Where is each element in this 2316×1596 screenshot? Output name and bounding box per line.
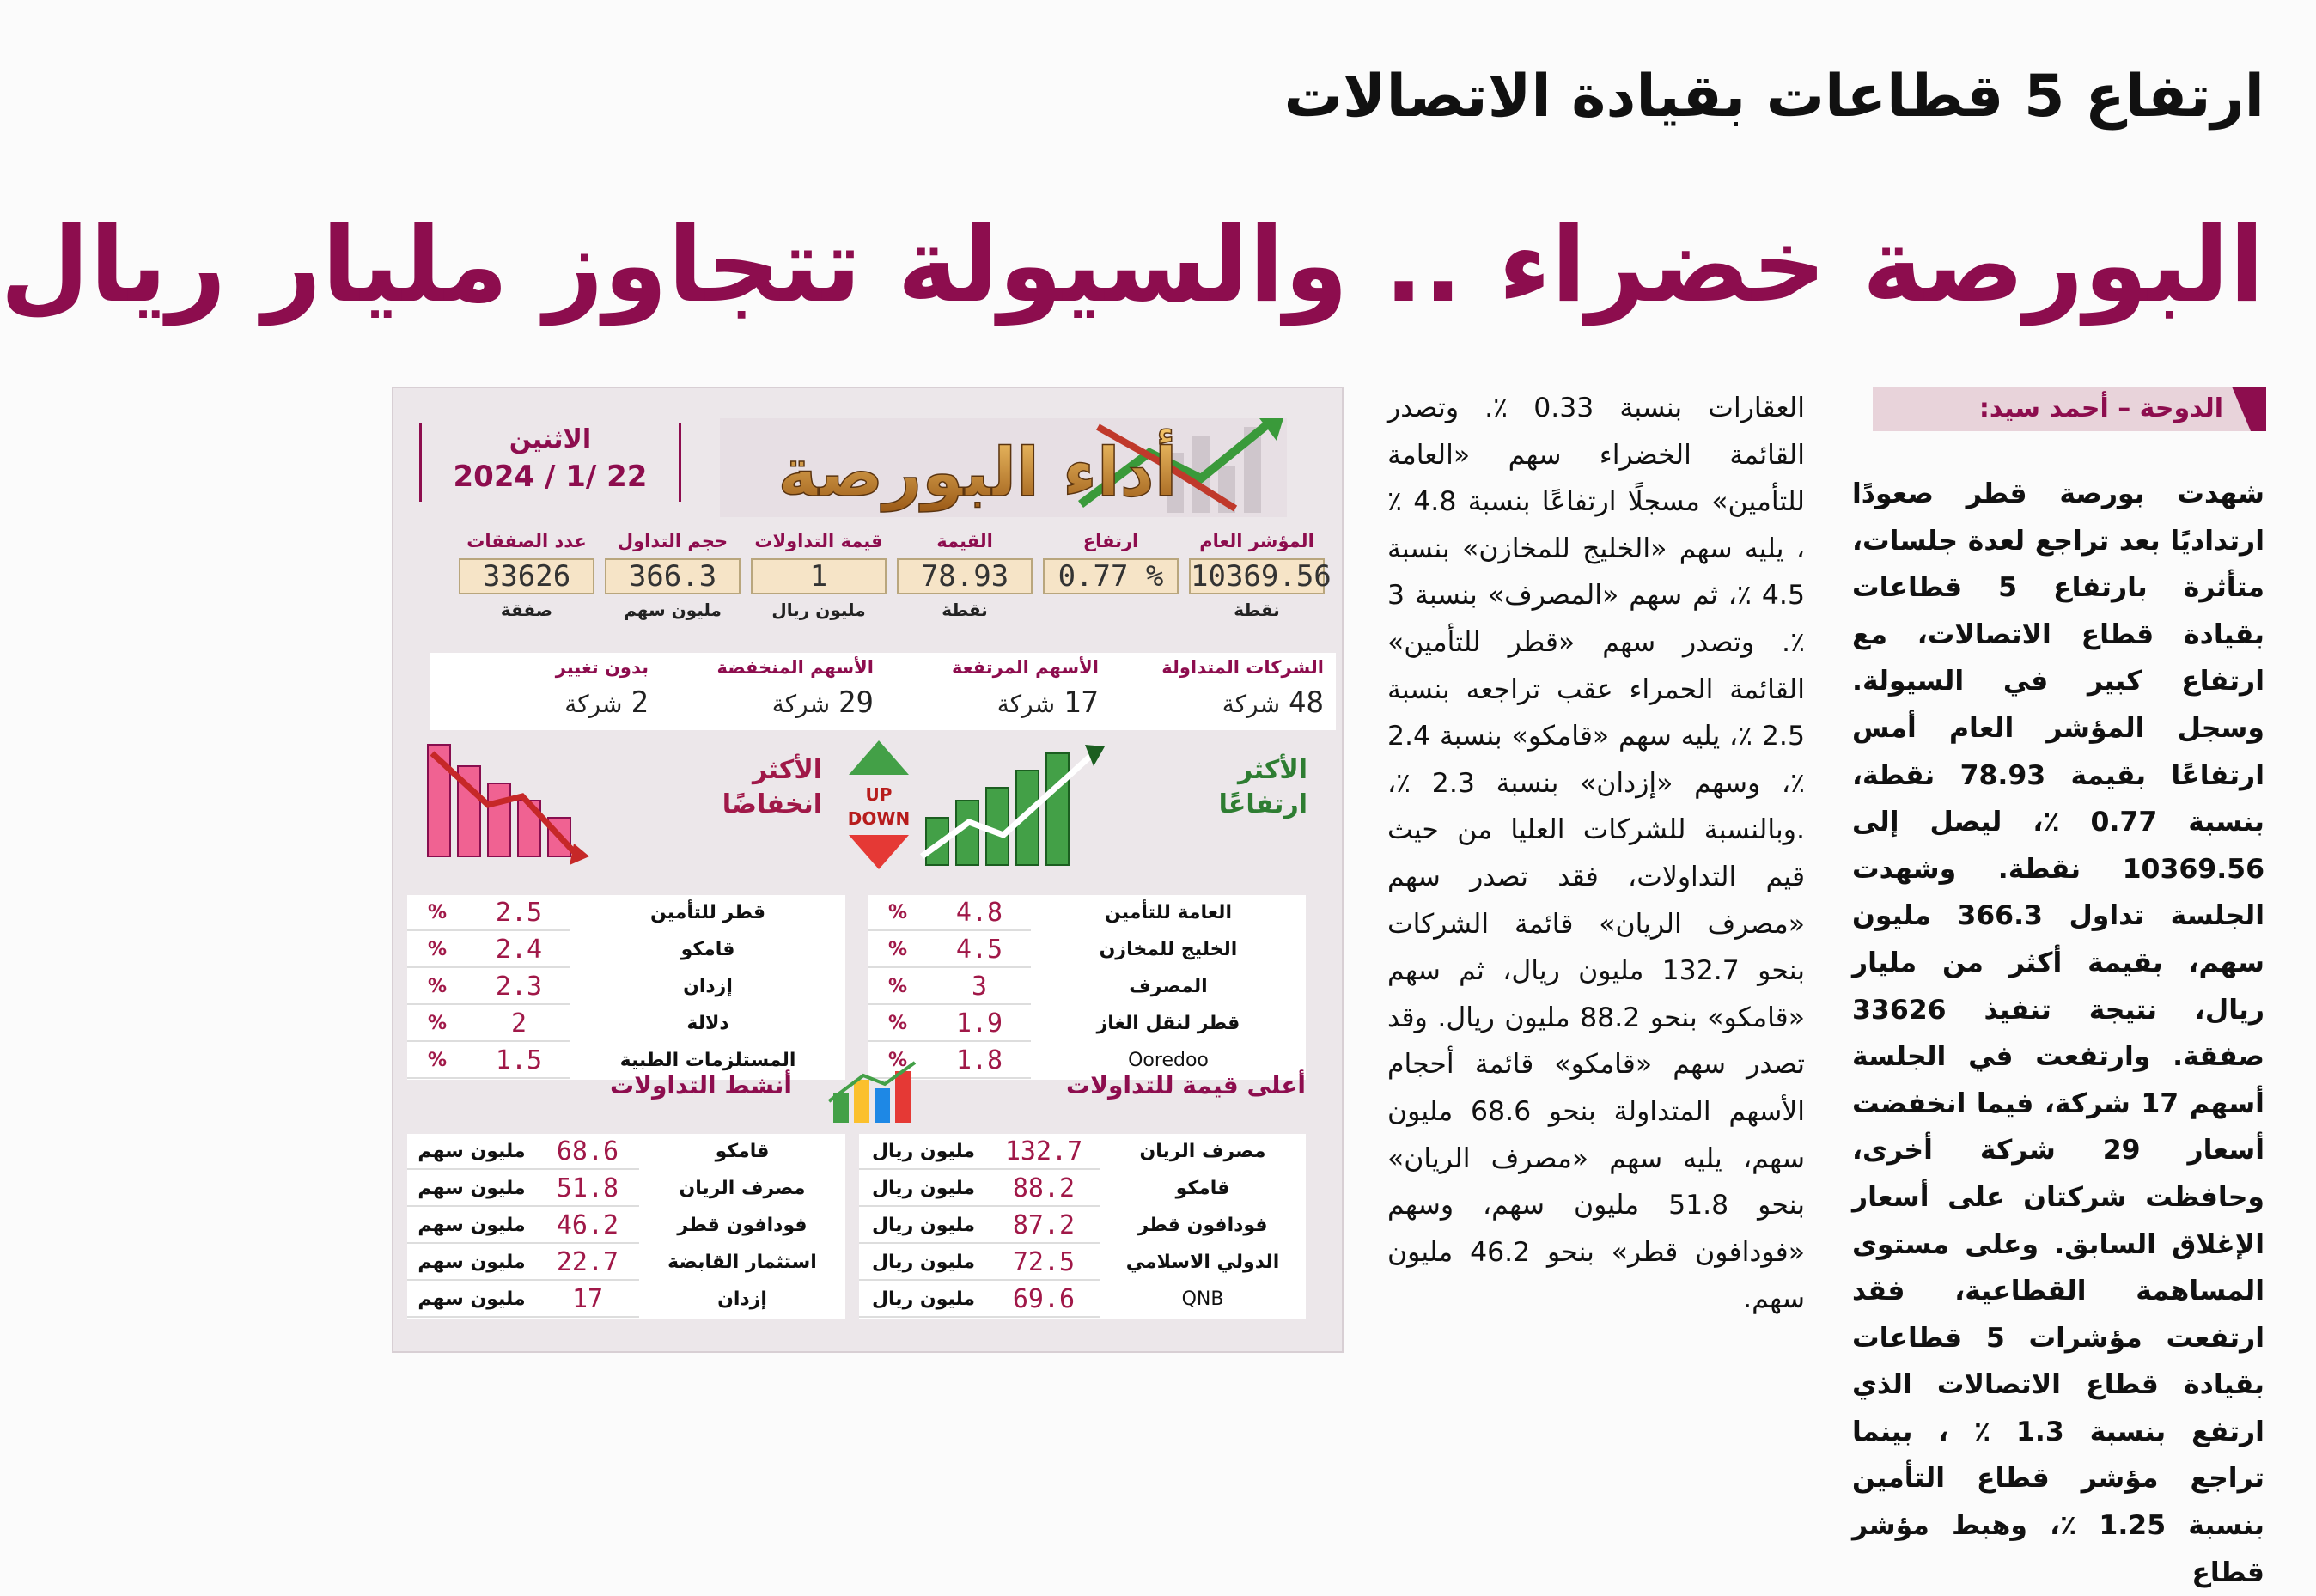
percent-sign: % xyxy=(427,976,448,997)
company-name: دلالة xyxy=(570,1006,845,1042)
metric-value: 366.3 xyxy=(605,558,741,594)
metric-value: 0.77 % xyxy=(1043,558,1179,594)
traded-volume: 22.7 xyxy=(556,1247,619,1277)
traded-value: 87.2 xyxy=(1012,1210,1076,1240)
date-day: الاثنين xyxy=(509,424,592,454)
company-name: استثمار القابضة xyxy=(639,1245,845,1281)
metric-general-index xyxy=(1184,524,1330,636)
top-value-table xyxy=(859,1134,1306,1319)
count-value: 29 xyxy=(838,685,874,720)
percent-value: 4.8 xyxy=(955,898,1003,928)
table-row xyxy=(407,1134,845,1170)
percent-sign: % xyxy=(887,1013,908,1034)
percent-value: 2.3 xyxy=(495,972,543,1002)
count-unchanged xyxy=(436,653,661,730)
table-row xyxy=(407,1245,845,1281)
falling-bars-icon xyxy=(419,736,591,869)
company-name: الدولي الاسلامي xyxy=(1100,1245,1306,1281)
unit-label: مليون ريال xyxy=(871,1215,976,1236)
company-name: Ooredoo xyxy=(1031,1043,1306,1079)
company-name: قطر لنقل الغاز xyxy=(1031,1006,1306,1042)
count-label: الأسهم المنخفضة xyxy=(716,657,874,678)
metric-unit: مليون سهم xyxy=(624,600,722,620)
company-name: إزدان xyxy=(570,969,845,1005)
count-falling xyxy=(661,653,886,730)
byline: الدوحة – أحمد سيد: xyxy=(1978,393,2223,423)
count-rising xyxy=(886,653,1111,730)
metric-value: 78.93 xyxy=(897,558,1033,594)
unit-label: مليون ريال xyxy=(871,1178,976,1199)
unit-label: مليون ريال xyxy=(871,1252,976,1273)
metric-label: حجم التداول xyxy=(617,531,728,551)
table-row xyxy=(407,969,845,1005)
traded-value: 69.6 xyxy=(1012,1284,1076,1314)
unit-label: مليون سهم xyxy=(417,1178,526,1199)
table-row xyxy=(407,895,845,931)
metric-value: 33626 xyxy=(459,558,594,594)
traded-value: 72.5 xyxy=(1012,1247,1076,1277)
table-row xyxy=(868,969,1306,1005)
metric-deals xyxy=(454,524,600,636)
bar-chart-icon xyxy=(825,1058,919,1127)
unit-label: مليون سهم xyxy=(417,1141,526,1162)
market-performance-panel xyxy=(392,387,1344,1353)
most-active-title: أنشط التداولات xyxy=(609,1071,792,1100)
brand-logo-graphic xyxy=(720,418,1287,517)
company-name: فودافون قطر xyxy=(1100,1208,1306,1244)
metric-traded-value xyxy=(746,524,892,636)
date-box xyxy=(419,423,681,502)
brand-logo-text: أداء البورصة xyxy=(777,435,1178,512)
traded-volume: 68.6 xyxy=(556,1136,619,1167)
company-name: مصرف الريان xyxy=(1100,1134,1306,1170)
company-name: قامكو xyxy=(570,932,845,968)
percent-value: 2.4 xyxy=(495,935,543,965)
metric-unit: مليون ريال xyxy=(771,600,866,620)
count-value: 2 xyxy=(631,685,649,720)
metric-label: عدد الصفقات xyxy=(466,531,587,551)
percent-value: 2.5 xyxy=(495,898,543,928)
company-name: قطر للتأمين xyxy=(570,895,845,931)
company-name: قامكو xyxy=(639,1134,845,1170)
percent-value: 4.5 xyxy=(955,935,1003,965)
date-value: 2024 / 1/ 22 xyxy=(453,460,648,494)
metric-change-percent xyxy=(1038,524,1184,636)
percent-sign: % xyxy=(887,1050,908,1071)
unit-label: مليون سهم xyxy=(417,1288,526,1310)
table-row xyxy=(407,1282,845,1318)
company-name: المستلزمات الطبية xyxy=(570,1043,845,1079)
company-name: إزدان xyxy=(639,1282,845,1318)
gainers-table xyxy=(868,895,1306,1080)
company-name: العامة للتأمين xyxy=(1031,895,1306,931)
company-name: مصرف الريان xyxy=(639,1171,845,1207)
gainers-title: الأكثر ارتفاعًا xyxy=(1218,755,1307,819)
panel-header xyxy=(393,388,1342,526)
percent-value: 3 xyxy=(971,972,988,1002)
losers-table xyxy=(407,895,845,1080)
percent-sign: % xyxy=(887,902,908,923)
table-row xyxy=(859,1134,1306,1170)
percent-sign: % xyxy=(427,939,448,960)
unit-label: مليون سهم xyxy=(417,1215,526,1236)
metric-label: المؤشر العام xyxy=(1199,531,1314,551)
unit-label: مليون ريال xyxy=(871,1141,976,1162)
count-traded xyxy=(1111,653,1336,730)
article-headline: البورصة خضراء .. والسيولة تتجاوز مليار ريال xyxy=(0,206,2264,326)
percent-value: 1.8 xyxy=(955,1045,1003,1075)
count-value: 48 xyxy=(1289,685,1324,720)
table-row xyxy=(407,1171,845,1207)
table-row xyxy=(859,1208,1306,1244)
losers-title: الأكثر انخفاضًا xyxy=(722,755,822,819)
table-row xyxy=(859,1282,1306,1318)
metric-unit: نقطة xyxy=(1234,600,1280,620)
company-name: المصرف xyxy=(1031,969,1306,1005)
count-value: 17 xyxy=(1064,685,1099,720)
table-row xyxy=(859,1171,1306,1207)
rising-bars-icon xyxy=(917,736,1106,869)
company-name: QNB xyxy=(1100,1282,1306,1318)
article-column-right: شهدت بورصة قطر صعودًا ارتداديًا بعد تراجع لعدة جلسات، متأثرة بارتفاع 5 قطاعات بقيادة قطاع الاتصالات، مع ارتفاع كبير في السيولة. وسجل المؤشر العام أمس ارتفاعًا بقيمة 78.93 نقطة، بنسبة 0.77 ٪، ليصل إلى 10369.56 نقطة. وشهدت الجلسة تداول 366.3 مليون سهم، بقيمة أكثر من مليار ريال، نتيجة تنفيذ 33626 صفقة. وارتفعت في الجلسة أسهم 17 شركة، فيما انخفضت أسعار 29 شركة أخرى، وحافظت شركتان على أسعار الإغلاق السابق. وعلى مستوى المساهمة القطاعية، فقد ارتفعت مؤشرات 5 قطاعات بقيادة قطاع الاتصالات الذي ارتفع بنسبة 1.3 ٪ ، بينما تراجع مؤشر قطاع التأمين بنسبة 1.25 ٪، وهبط مؤشر قطاع xyxy=(1852,478,2264,1588)
count-label: الأسهم المرتفعة xyxy=(952,657,1099,678)
metric-label: قيمة التداولات xyxy=(754,531,883,551)
up-down-arrows-icon xyxy=(844,740,913,869)
traded-volume: 46.2 xyxy=(556,1210,619,1240)
count-unit: شركة xyxy=(996,690,1056,718)
most-active-table xyxy=(407,1134,845,1319)
svg-text:UP: UP xyxy=(865,784,893,805)
company-name: فودافون قطر xyxy=(639,1208,845,1244)
count-unit: شركة xyxy=(771,690,831,718)
percent-sign: % xyxy=(887,976,908,997)
article-column-middle: العقارات بنسبة 0.33 ٪. وتصدر القائمة الخضراء سهم «العامة للتأمين» مسجلًا ارتفاعًا بنسبة 4.8 ٪ ، يليه سهم «الخليج للمخازن» بنسبة 4.5 ٪، ثم سهم «المصرف» بنسبة 3 ٪. وتصدر سهم «قطر للتأمين» القائمة الحمراء عقب تراجعه بنسبة 2.5 ٪، يليه سهم «قامكو» بنسبة 2.4 ٪، وسهم «إزدان» بنسبة 2.3 ٪، .وبالنسبة للشركات العليا من حيث قيم التداولات، فقد تصدر سهم «مصرف الريان» قائمة الشركات بنحو 132.7 مليون ريال، ثم سهم «قامكو» بنحو 88.2 مليون ريال. وقد تصدر سهم «قامكو» قائمة أحجام الأسهم المتداولة بنحو 68.6 مليون سهم، يليه سهم «مصرف الريان» بنحو 51.8 مليون سهم، وسهم «فودافون قطر» بنحو 46.2 مليون سهم. xyxy=(1387,393,1805,1315)
count-unit: شركة xyxy=(1222,690,1281,718)
unit-label: مليون سهم xyxy=(417,1252,526,1273)
table-row xyxy=(868,1006,1306,1042)
metric-value: 1 xyxy=(751,558,887,594)
metric-unit: نقطة xyxy=(942,600,988,620)
count-label: بدون تغيير xyxy=(555,657,649,678)
percent-value: 1.9 xyxy=(955,1008,1003,1039)
table-row xyxy=(859,1245,1306,1281)
count-label: الشركات المتداولة xyxy=(1161,657,1324,678)
metric-unit: صفقة xyxy=(500,600,553,620)
percent-sign: % xyxy=(427,1013,448,1034)
table-row xyxy=(868,895,1306,931)
count-unit: شركة xyxy=(564,690,623,718)
table-row xyxy=(868,932,1306,968)
percent-sign: % xyxy=(427,1050,448,1071)
percent-value: 1.5 xyxy=(495,1045,543,1075)
traded-volume: 17 xyxy=(571,1284,604,1314)
unit-label: مليون ريال xyxy=(871,1288,976,1310)
percent-sign: % xyxy=(887,939,908,960)
traded-volume: 51.8 xyxy=(556,1173,619,1203)
metric-value: 10369.56 xyxy=(1191,559,1332,594)
article-kicker: ارتفاع 5 قطاعات بقيادة الاتصالات xyxy=(1283,63,2264,131)
table-row xyxy=(407,1208,845,1244)
metric-label: القيمة xyxy=(936,531,993,551)
metric-volume xyxy=(600,524,746,636)
svg-text:DOWN: DOWN xyxy=(847,808,911,829)
company-counts xyxy=(430,653,1336,730)
metric-label: ارتفاع xyxy=(1082,531,1139,551)
percent-sign: % xyxy=(427,902,448,923)
table-row xyxy=(407,1006,845,1042)
top-value-title: أعلى قيمة للتداولات xyxy=(1065,1071,1306,1100)
percent-value: 2 xyxy=(510,1008,527,1039)
company-name: قامكو xyxy=(1100,1171,1306,1207)
traded-value: 132.7 xyxy=(1004,1136,1083,1167)
index-metrics xyxy=(419,524,1330,653)
table-row xyxy=(407,932,845,968)
company-name: الخليج للمخازن xyxy=(1031,932,1306,968)
metric-points xyxy=(892,524,1038,636)
traded-value: 88.2 xyxy=(1012,1173,1076,1203)
